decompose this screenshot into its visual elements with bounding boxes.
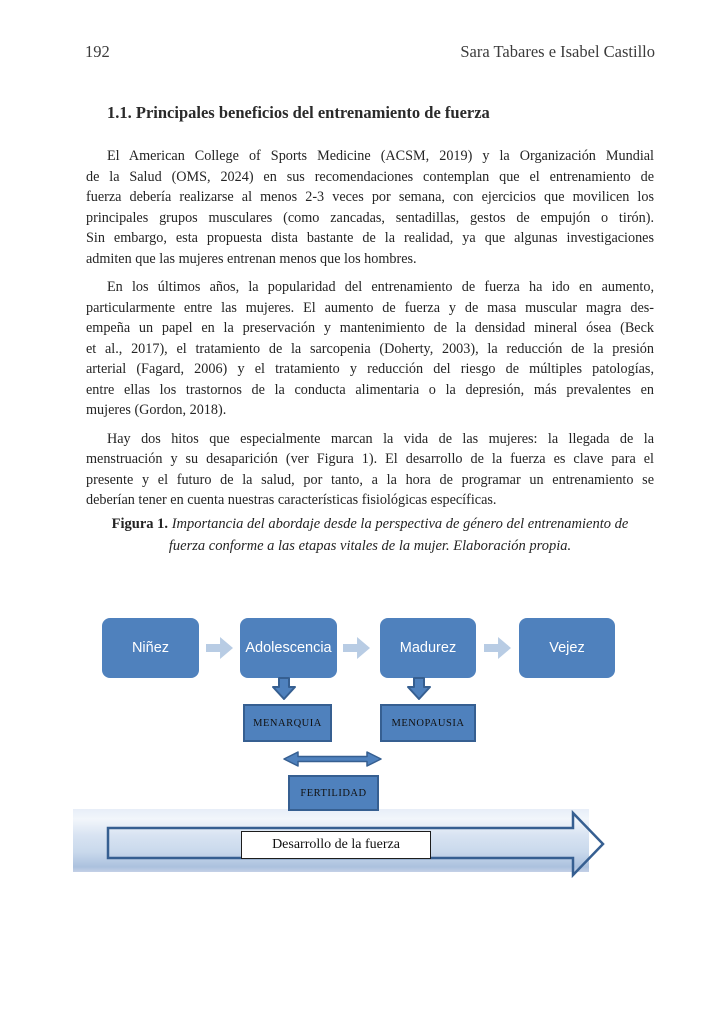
stage-box-adolescencia: Adolescencia	[240, 618, 337, 678]
fertilidad-box: FERTILIDAD	[288, 775, 379, 811]
double-arrow-icon	[282, 749, 383, 769]
body-text	[86, 146, 654, 519]
right-arrow-icon	[206, 637, 233, 659]
page-number: 192	[85, 42, 110, 61]
paragraph-line: fuerza debería realizarse al menos 2-3 veces por semana, con ejercicios que movilicen los	[86, 189, 654, 205]
figure-caption	[86, 514, 654, 557]
paragraph-line: menstruación y su desaparición (ver Figura 1). El desarrollo de la fuerza es clave para el	[86, 451, 654, 467]
paragraph-line: deberían tener en cuenta nuestras características fisiológicas específicas.	[86, 492, 497, 508]
arrow-label-box: Desarrollo de la fuerza	[241, 831, 431, 859]
paragraph-line: mujeres (Gordon, 2018).	[86, 402, 227, 418]
menopausia-box: MENOPAUSIA	[380, 704, 476, 742]
running-head	[85, 42, 655, 62]
paragraph-line: admiten que las mujeres entrenan menos que los hombres.	[86, 250, 417, 267]
paragraph-line: et al., 2017), el tratamiento de la sarcopenia (Doherty, 2003), la reducción de la presión	[86, 340, 654, 357]
paragraph-line: presente y el futuro de la salud, por tanto, a la hora de programar un entrenamiento se	[86, 471, 654, 488]
figure-caption-line: fuerza conforme a las etapas vitales de la mujer. Elaboración propia.	[168, 537, 572, 554]
right-arrow-icon	[343, 637, 370, 659]
paragraph-line: En los últimos años, la popularidad del entrenamiento de fuerza ha ido en aumento,	[107, 279, 654, 295]
running-head-authors: Sara Tabares e Isabel Castillo	[460, 42, 655, 61]
stage-box-vejez: Vejez	[519, 618, 615, 678]
section-heading: 1.1. Principales beneficios del entrenamiento de fuerza	[107, 103, 490, 122]
figure-caption-line	[86, 514, 654, 536]
down-arrow-icon	[271, 677, 297, 701]
figure-1-diagram	[0, 600, 728, 920]
stage-box-ninez: Niñez	[102, 618, 199, 678]
paragraph-line: principales grupos musculares (como zancadas, sentadillas, gestos de empujón o tirón).	[86, 209, 654, 226]
paragraph-line: particularmente entre las mujeres. El aumento de fuerza y de masa muscular magra des-	[86, 299, 654, 316]
stage-box-madurez: Madurez	[380, 618, 476, 678]
paragraph-line: Hay dos hitos que especialmente marcan la vida de las mujeres: la llegada de la	[107, 430, 654, 447]
paragraph-line: arterial (Fagard, 2006) y el tratamiento y reducción del riesgo de múltiples patologías,	[86, 361, 654, 377]
down-arrow-icon	[406, 677, 432, 701]
menarquia-box: MENARQUIA	[243, 704, 332, 742]
paragraph-line: entre ellas los trastornos de la conducta alimentaria o la depresión, más prevalentes en	[86, 381, 654, 398]
paragraph-line: de la Salud (OMS, 2024) en sus recomendaciones contemplan que el entrenamiento de	[86, 168, 654, 185]
right-arrow-icon	[484, 637, 511, 659]
paragraph-line: Sin embargo, esta propuesta dista bastante de la realidad, ya que algunas investigaciones	[86, 230, 654, 246]
figure-caption-text: Importancia del abordaje desde la perspectiva de género del entrenamiento de	[171, 516, 629, 532]
figure-caption-label: Figura 1.	[111, 516, 169, 532]
paragraph	[86, 146, 654, 269]
paragraph-line: El American College of Sports Medicine (ACSM, 2019) y la Organización Mundial	[107, 148, 654, 164]
paragraph	[86, 277, 654, 421]
paragraph-line: empeña un papel en la preservación y mantenimiento de la densidad mineral ósea (Beck	[86, 320, 654, 336]
paragraph	[86, 429, 654, 511]
